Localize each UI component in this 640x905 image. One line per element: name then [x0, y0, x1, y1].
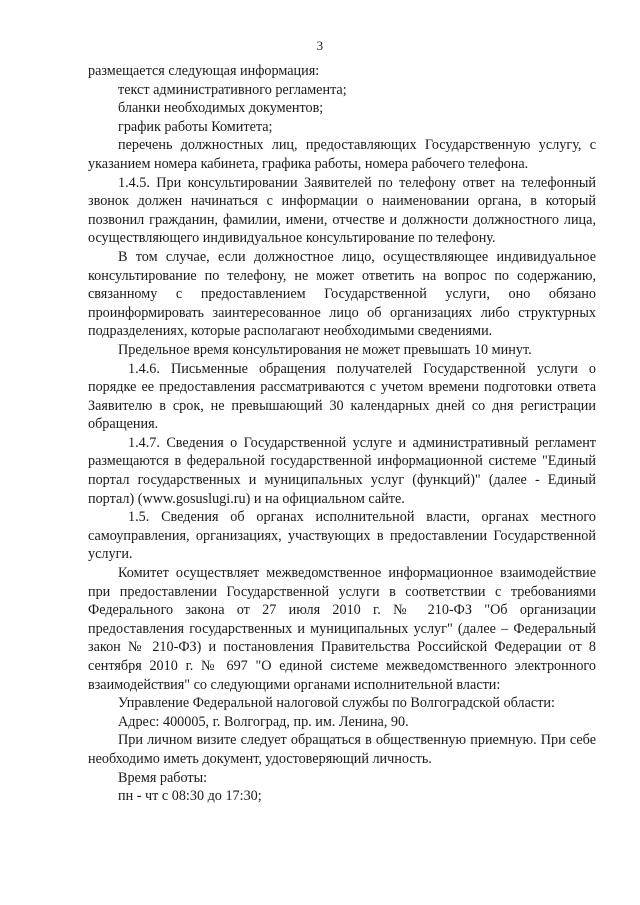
paragraph-work-hours: пн - чт с 08:30 до 17:30;: [118, 788, 262, 805]
paragraph-phone-consult: В том случае, если должностное лицо, осуществляющее индивидуальное консультирование по телефону, не может ответить на вопрос по содержанию, связанному с предоставлением Государственной услуги, оно обязано проинформировать заинтересованное лицо об организациях либо структурных подразделениях, которые располагают необходимыми сведениями.: [88, 248, 596, 340]
paragraph-1-5: 1.5. Сведения об органах исполнительной власти, органах местного самоуправления, организациях, участвующих в предоставлении Государственной услуги.: [88, 509, 596, 563]
list-item-blank-forms: бланки необходимых документов;: [118, 100, 324, 117]
paragraph-interaction: Комитет осуществляет межведомственное информационное взаимодействие при предоставлении Государственной услуги в соответствии с требованиями Федерального закона от 27 июля 2010 г. № 210-ФЗ "Об организации предоставления государственных и муниципальных услуг" (далее – Федеральный закон № 210-ФЗ) и постановления Правительства Российской Федерации от 8 сентября 2010 г. № 697 "О единой системе межведомственного электронного взаимодействия" со следующими органами исполнительной власти:: [88, 565, 596, 693]
paragraph-personal-visit: При личном визите следует обращаться в общественную приемную. При себе необходимо иметь документ, удостоверяющий личность.: [88, 732, 596, 767]
list-item-officials: перечень должностных лиц, предоставляющих Государственную услугу, с указанием номера кабинета, графика работы, номера рабочего телефона.: [88, 137, 596, 172]
list-item-regulation-text: текст административного регламента;: [118, 81, 347, 98]
paragraph-1-4-6: 1.4.6. Письменные обращения получателей Государственной услуги о порядке ее предоставления рассматриваются с учетом времени подготовки ответа Заявителю в срок, не превышающий 30 календарных дней со дня регистрации обращения.: [88, 360, 596, 433]
paragraph-address: Адрес: 400005, г. Волгоград, пр. им. Ленина, 90.: [118, 713, 409, 730]
page-number: 3: [316, 38, 324, 53]
paragraph-1-4-5: 1.4.5. При консультировании Заявителей по телефону ответ на телефонный звонок должен начинаться с информации о наименовании органа, в который позвонил гражданин, фамилии, имени, отчестве и должности должностного лица, осуществляющего индивидуальное консультирование по телефону.: [88, 174, 596, 247]
document-body: [88, 62, 596, 806]
list-item-committee-schedule: график работы Комитета;: [118, 118, 273, 135]
paragraph-1-4-7: 1.4.7. Сведения о Государственной услуге и административный регламент размещаются в федеральной государственной информационной системе "Единый портал государственных и муниципальных услуг (функций)" (далее - Единый портал) (www.gosuslugi.ru) и на официальном сайте.: [88, 434, 596, 507]
paragraph-intro: размещается следующая информация:: [88, 63, 320, 79]
paragraph-work-hours-label: Время работы:: [118, 769, 208, 786]
paragraph-time-limit: Предельное время консультирования не может превышать 10 минут.: [118, 341, 532, 358]
paragraph-tax-office: Управление Федеральной налоговой службы по Волгоградской области:: [118, 695, 555, 712]
